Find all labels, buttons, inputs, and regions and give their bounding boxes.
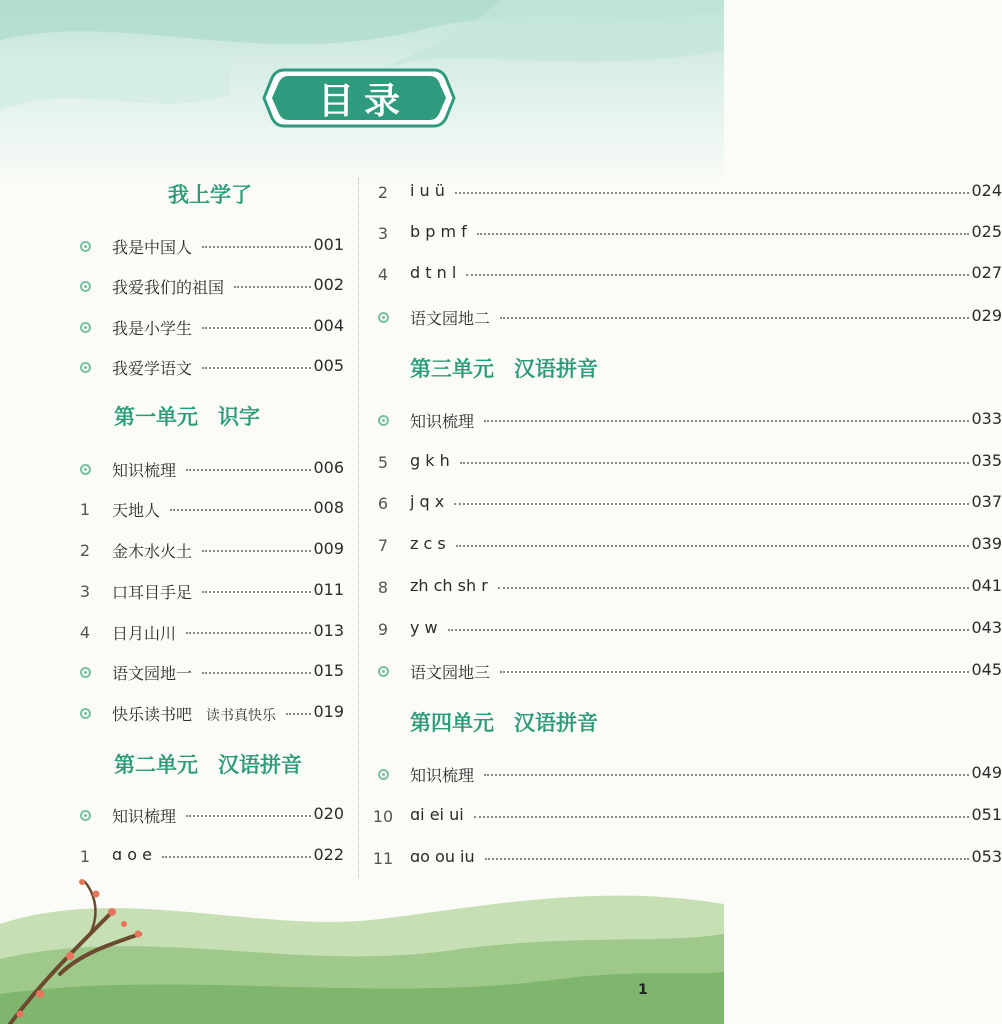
section-heading-subtitle: 汉语拼音: [514, 711, 598, 735]
toc-entry[interactable]: [372, 762, 1002, 786]
dot-leader: [448, 629, 970, 631]
entry-page-number: 009: [313, 539, 344, 558]
entry-page-number: 041: [971, 576, 1002, 595]
dot-leader: [186, 469, 311, 471]
entry-subtitle: 读书真快乐: [206, 708, 277, 724]
entry-title: 我是中国人: [112, 238, 193, 257]
toc-entry[interactable]: [74, 579, 344, 603]
entry-page-number: 005: [313, 356, 344, 375]
column-divider: [358, 178, 359, 878]
entry-page-number: 029: [971, 306, 1002, 325]
dot-leader: [202, 672, 311, 674]
bullet-icon: [74, 236, 96, 256]
dot-leader: [162, 856, 311, 858]
section-heading: [168, 178, 252, 210]
entry-number: 2: [79, 540, 91, 560]
bullet-icon: [74, 459, 96, 479]
entry-page-number: 004: [313, 316, 344, 335]
section-heading-title: 第二单元: [114, 753, 198, 777]
entry-number: 10: [372, 806, 394, 826]
section-heading-title: 第一单元: [114, 405, 198, 429]
dot-leader: [202, 550, 311, 552]
entry-title: zh ch sh r: [410, 576, 488, 595]
entry-title: 我爱我们的祖国: [112, 278, 225, 297]
title-banner: [262, 64, 456, 132]
section-heading-title: 我上学了: [168, 183, 252, 207]
entry-title: ɑi ei ui: [410, 805, 464, 824]
bullet-icon: [74, 662, 96, 682]
dot-leader: [500, 671, 969, 673]
dot-leader: [170, 509, 311, 511]
entry-title: 语文园地三: [410, 663, 491, 682]
toc-entry[interactable]: [372, 262, 1002, 286]
entry-title: 快乐读书吧 读书真快乐: [112, 705, 277, 724]
section-heading: [114, 748, 302, 780]
entry-title: j q x: [410, 492, 445, 511]
dot-leader: [474, 816, 970, 818]
entry-page-number: 053: [971, 847, 1002, 866]
entry-page-number: 051: [971, 805, 1002, 824]
entry-title: 知识梳理: [410, 412, 475, 431]
page-title: 目录: [317, 80, 410, 122]
entry-page-number: 039: [971, 534, 1002, 553]
toc-entry[interactable]: [372, 575, 1002, 599]
section-heading: [410, 352, 598, 384]
toc-entry[interactable]: [74, 803, 344, 827]
toc-entry[interactable]: [372, 533, 1002, 557]
entry-title: 语文园地二: [410, 309, 491, 328]
dot-leader: [484, 774, 969, 776]
entry-page-number: 020: [313, 804, 344, 823]
entry-number: 11: [372, 848, 394, 868]
entry-title: d t n l: [410, 263, 457, 282]
dot-leader: [202, 367, 311, 369]
entry-title: 口耳目手足: [112, 583, 193, 602]
entry-page-number: 035: [971, 451, 1002, 470]
hills-decoration: [0, 864, 724, 1024]
bullet-icon: [74, 805, 96, 825]
dot-leader: [186, 632, 311, 634]
toc-entry[interactable]: [372, 180, 1002, 204]
section-heading: [114, 400, 260, 432]
entry-page-number: 025: [971, 222, 1002, 241]
entry-title: 知识梳理: [112, 461, 177, 480]
toc-entry[interactable]: [372, 221, 1002, 245]
dot-leader: [202, 591, 311, 593]
section-heading-subtitle: 汉语拼音: [514, 357, 598, 381]
entry-title: z c s: [410, 534, 446, 553]
entry-title: i u ü: [410, 181, 445, 200]
entry-title: g k h: [410, 451, 450, 470]
toc-entry[interactable]: [74, 457, 344, 481]
dot-leader: [456, 545, 970, 547]
bullet-icon: [74, 703, 96, 723]
dot-leader: [460, 462, 970, 464]
dot-leader: [202, 246, 311, 248]
section-heading: [410, 706, 598, 738]
dot-leader: [234, 286, 311, 288]
page-number: 1: [638, 982, 648, 998]
toc-entry[interactable]: [74, 234, 344, 258]
entry-title: 知识梳理: [410, 766, 475, 785]
entry-number: 1: [79, 846, 91, 866]
bullet-icon: [74, 357, 96, 377]
section-heading-title: 第三单元: [410, 357, 494, 381]
entry-page-number: 019: [313, 702, 344, 721]
toc-entry[interactable]: [372, 491, 1002, 515]
entry-page-number: 033: [971, 409, 1002, 428]
toc-entry[interactable]: [74, 497, 344, 521]
entry-page-number: 027: [971, 263, 1002, 282]
entry-title: 天地人: [112, 501, 161, 520]
dot-leader: [485, 858, 970, 860]
entry-page-number: 006: [313, 458, 344, 477]
entry-page-number: 049: [971, 763, 1002, 782]
dot-leader: [484, 420, 969, 422]
toc-entry[interactable]: [74, 315, 344, 339]
entry-page-number: 024: [971, 181, 1002, 200]
section-heading-subtitle: 汉语拼音: [218, 753, 302, 777]
entry-page-number: 045: [971, 660, 1002, 679]
entry-page-number: 011: [313, 580, 344, 599]
bullet-icon: [372, 307, 394, 327]
section-heading-subtitle: 识字: [218, 405, 260, 429]
entry-title: 日月山川: [112, 624, 177, 643]
entry-number: 2: [377, 182, 389, 202]
dot-leader: [202, 327, 311, 329]
bullet-icon: [74, 317, 96, 337]
bullet-icon: [74, 276, 96, 296]
toc-entry[interactable]: [372, 450, 1002, 474]
section-heading-title: 第四单元: [410, 711, 494, 735]
entry-page-number: 037: [971, 492, 1002, 511]
entry-title: 金木水火土: [112, 542, 193, 561]
toc-entry[interactable]: [74, 660, 344, 684]
entry-number: 6: [377, 493, 389, 513]
toc-entry[interactable]: [74, 355, 344, 379]
toc-entry[interactable]: [372, 659, 1002, 683]
entry-title: b p m f: [410, 222, 467, 241]
entry-title: 我爱学语文: [112, 359, 193, 378]
entry-number: 3: [377, 223, 389, 243]
entry-title: 语文园地一: [112, 664, 193, 683]
dot-leader: [500, 317, 969, 319]
toc-entry[interactable]: [372, 617, 1002, 641]
bullet-icon: [372, 661, 394, 681]
entry-number: 4: [377, 264, 389, 284]
entry-number: 1: [79, 499, 91, 519]
dot-leader: [454, 503, 969, 505]
toc-entry[interactable]: [74, 274, 344, 298]
entry-title: ɑ o e: [112, 845, 152, 864]
dot-leader: [286, 713, 311, 715]
entry-number: 4: [79, 622, 91, 642]
entry-page-number: 022: [313, 845, 344, 864]
entry-title: ɑo ou iu: [410, 847, 475, 866]
toc-entry[interactable]: [372, 804, 1002, 828]
entry-number: 3: [79, 581, 91, 601]
toc-entry[interactable]: [372, 305, 1002, 329]
entry-title: 知识梳理: [112, 807, 177, 826]
dot-leader: [498, 587, 970, 589]
entry-page-number: 002: [313, 275, 344, 294]
entry-number: 5: [377, 452, 389, 472]
entry-title: 我是小学生: [112, 319, 193, 338]
entry-page-number: 001: [313, 235, 344, 254]
entry-title: y w: [410, 618, 438, 637]
toc-entry[interactable]: [74, 701, 344, 725]
entry-page-number: 043: [971, 618, 1002, 637]
dot-leader: [186, 815, 311, 817]
entry-page-number: 015: [313, 661, 344, 680]
toc-entry[interactable]: [74, 620, 344, 644]
entry-number: 7: [377, 535, 389, 555]
entry-page-number: 013: [313, 621, 344, 640]
entry-number: 8: [377, 577, 389, 597]
bullet-icon: [372, 764, 394, 784]
bullet-icon: [372, 410, 394, 430]
entry-page-number: 008: [313, 498, 344, 517]
dot-leader: [455, 192, 970, 194]
toc-entry[interactable]: [372, 408, 1002, 432]
entry-number: 9: [377, 619, 389, 639]
toc-entry[interactable]: [74, 538, 344, 562]
dot-leader: [477, 233, 970, 235]
dot-leader: [466, 274, 969, 276]
